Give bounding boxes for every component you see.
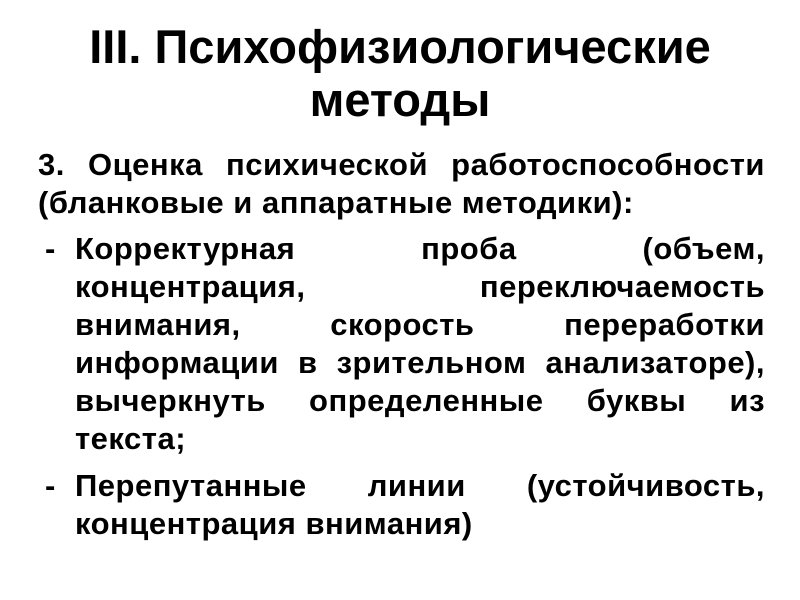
bullet-dash-marker: - bbox=[45, 231, 56, 267]
bullet-text: Корректурная проба (объем, концентрация, переключаемость внимания, скорость переработки информации в зрительном анализаторе), вычеркнуть определенные буквы из текста; bbox=[75, 231, 765, 457]
bullet-list bbox=[38, 230, 765, 543]
slide-body bbox=[0, 146, 800, 543]
bullet-text: Перепутанные линии (устойчивость, концентрация внимания) bbox=[75, 468, 765, 542]
bullet-item bbox=[45, 467, 765, 543]
intro-paragraph: 3. Оценка психической работоспособности (бланковые и аппаратные методики): bbox=[38, 147, 765, 221]
bullet-dash-marker: - bbox=[45, 468, 56, 504]
bullet-item bbox=[45, 230, 765, 458]
slide-title: III. Психофизиологические методы bbox=[89, 20, 711, 127]
